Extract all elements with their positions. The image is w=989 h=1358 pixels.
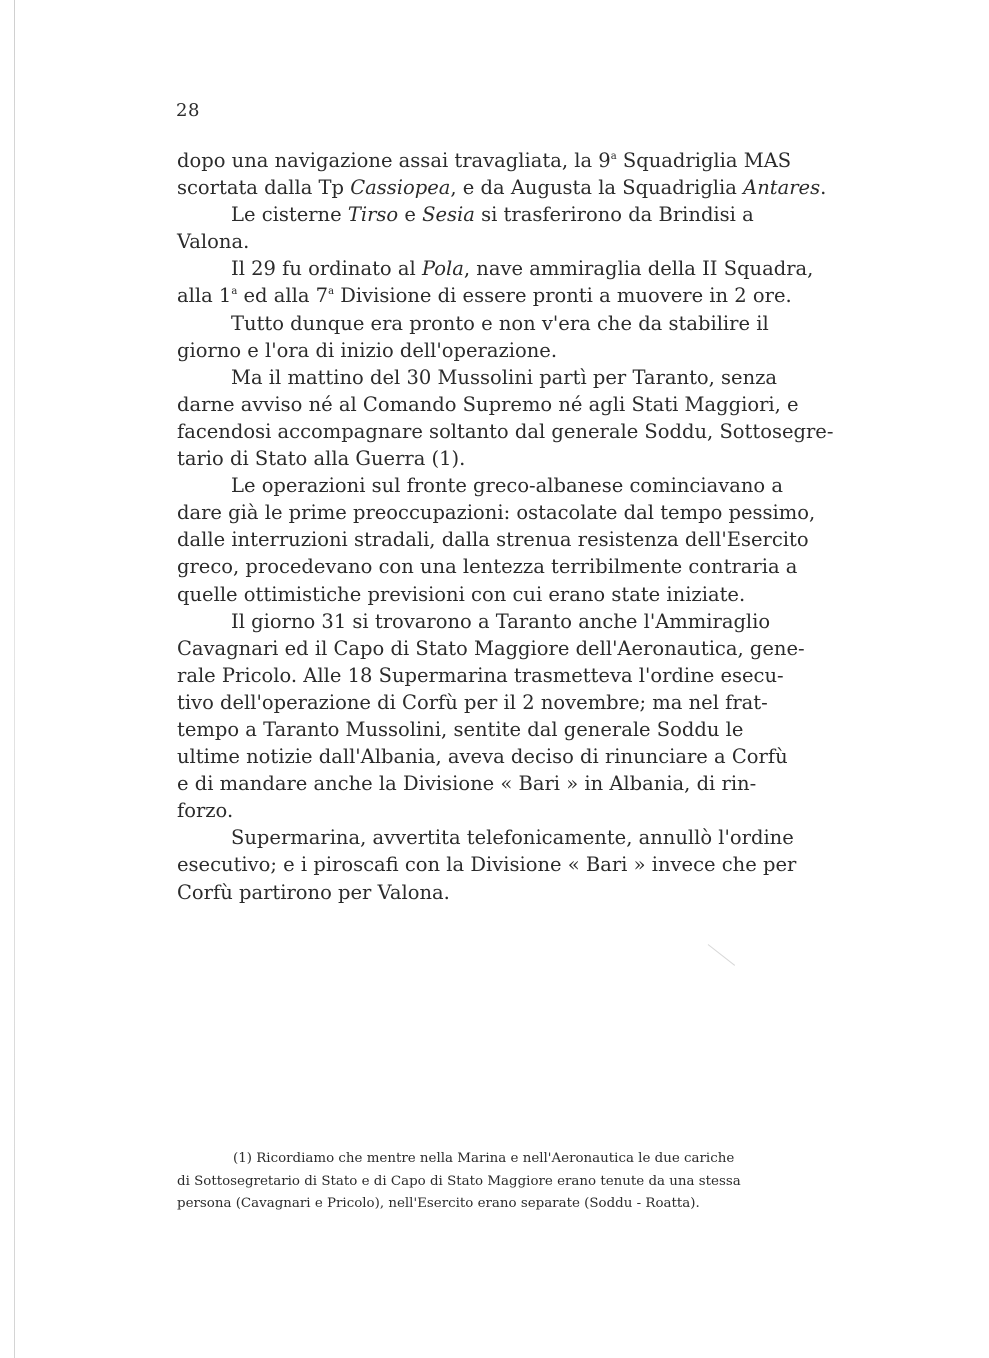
text-line: dopo una navigazione assai travagliata, la 9$^a$ Squadriglia MAS (177, 149, 792, 172)
text-line: dare già le prime preoccupazioni: ostacolate dal tempo pessimo, (177, 501, 816, 525)
text-line: Supermarina, avvertita telefonicamente, annullò l'ordine (231, 826, 794, 850)
text-line: tario di Stato alla Guerra (1). (177, 447, 466, 471)
scan-edge-line (14, 0, 15, 1358)
text-line: giorno e l'ora di inizio dell'operazione. (177, 338, 558, 362)
text-line: Il giorno 31 si trovarono a Taranto anche l'Ammiraglio (231, 609, 771, 633)
text-line: ultime notizie dall'Albania, aveva deciso di rinunciare a Corfù (177, 745, 788, 769)
text-line: quelle ottimistiche previsioni con cui erano state iniziate. (177, 582, 746, 606)
text-line: Il 29 fu ordinato al Pola, nave ammiraglia della II Squadra, (231, 257, 814, 281)
footnote (177, 1148, 847, 1216)
text-line: scortata dalla Tp Cassiopea, e da Augusta la Squadriglia Antares. (177, 176, 827, 200)
text-line: Ma il mattino del 30 Mussolini partì per Taranto, senza (231, 365, 778, 389)
text-line: Valona. (177, 230, 250, 254)
text-line: tivo dell'operazione di Corfù per il 2 novembre; ma nel frat- (177, 690, 768, 714)
page-number: 28 (176, 100, 200, 121)
text-line: darne avviso né al Comando Supremo né agli Stati Maggiori, e (177, 392, 799, 416)
footnote-line: persona (Cavagnari e Pricolo), nell'Esercito erano separate (Soddu - Roatta). (177, 1196, 700, 1211)
text-line: alla 1$^a$ ed alla 7$^a$ Divisione di essere pronti a muovere in 2 ore. (177, 284, 792, 308)
text-line: greco, procedevano con una lentezza terribilmente contraria a (177, 555, 798, 579)
text-line: e di mandare anche la Divisione « Bari » in Albania, di rin- (177, 772, 757, 796)
text-line: Corfù partirono per Valona. (177, 880, 450, 904)
text-line: Tutto dunque era pronto e non v'era che da stabilire il (231, 311, 769, 335)
text-line: esecutivo; e i piroscafi con la Divisione « Bari » invece che per (177, 853, 797, 877)
body-text (177, 147, 847, 906)
footnote-line: di Sottosegretario di Stato e di Capo di Stato Maggiore erano tenute da una stessa (177, 1173, 741, 1189)
text-line: facendosi accompagnare soltanto dal generale Soddu, Sottosegre- (177, 419, 834, 443)
scan-mark (708, 944, 735, 966)
text-line: Cavagnari ed il Capo di Stato Maggiore dell'Aeronautica, gene- (177, 636, 805, 660)
text-line: Le operazioni sul fronte greco-albanese cominciavano a (231, 474, 783, 498)
text-line: rale Pricolo. Alle 18 Supermarina trasmetteva l'ordine esecu- (177, 663, 784, 687)
text-line: forzo. (177, 799, 234, 823)
footnote-line: (1) Ricordiamo che mentre nella Marina e nell'Aeronautica le due cariche (233, 1151, 735, 1166)
text-line: dalle interruzioni stradali, dalla strenua resistenza dell'Esercito (177, 528, 809, 552)
text-line: Le cisterne Tirso e Sesia si trasferirono da Brindisi a (231, 203, 754, 227)
text-line: tempo a Taranto Mussolini, sentite dal generale Soddu le (177, 717, 744, 741)
